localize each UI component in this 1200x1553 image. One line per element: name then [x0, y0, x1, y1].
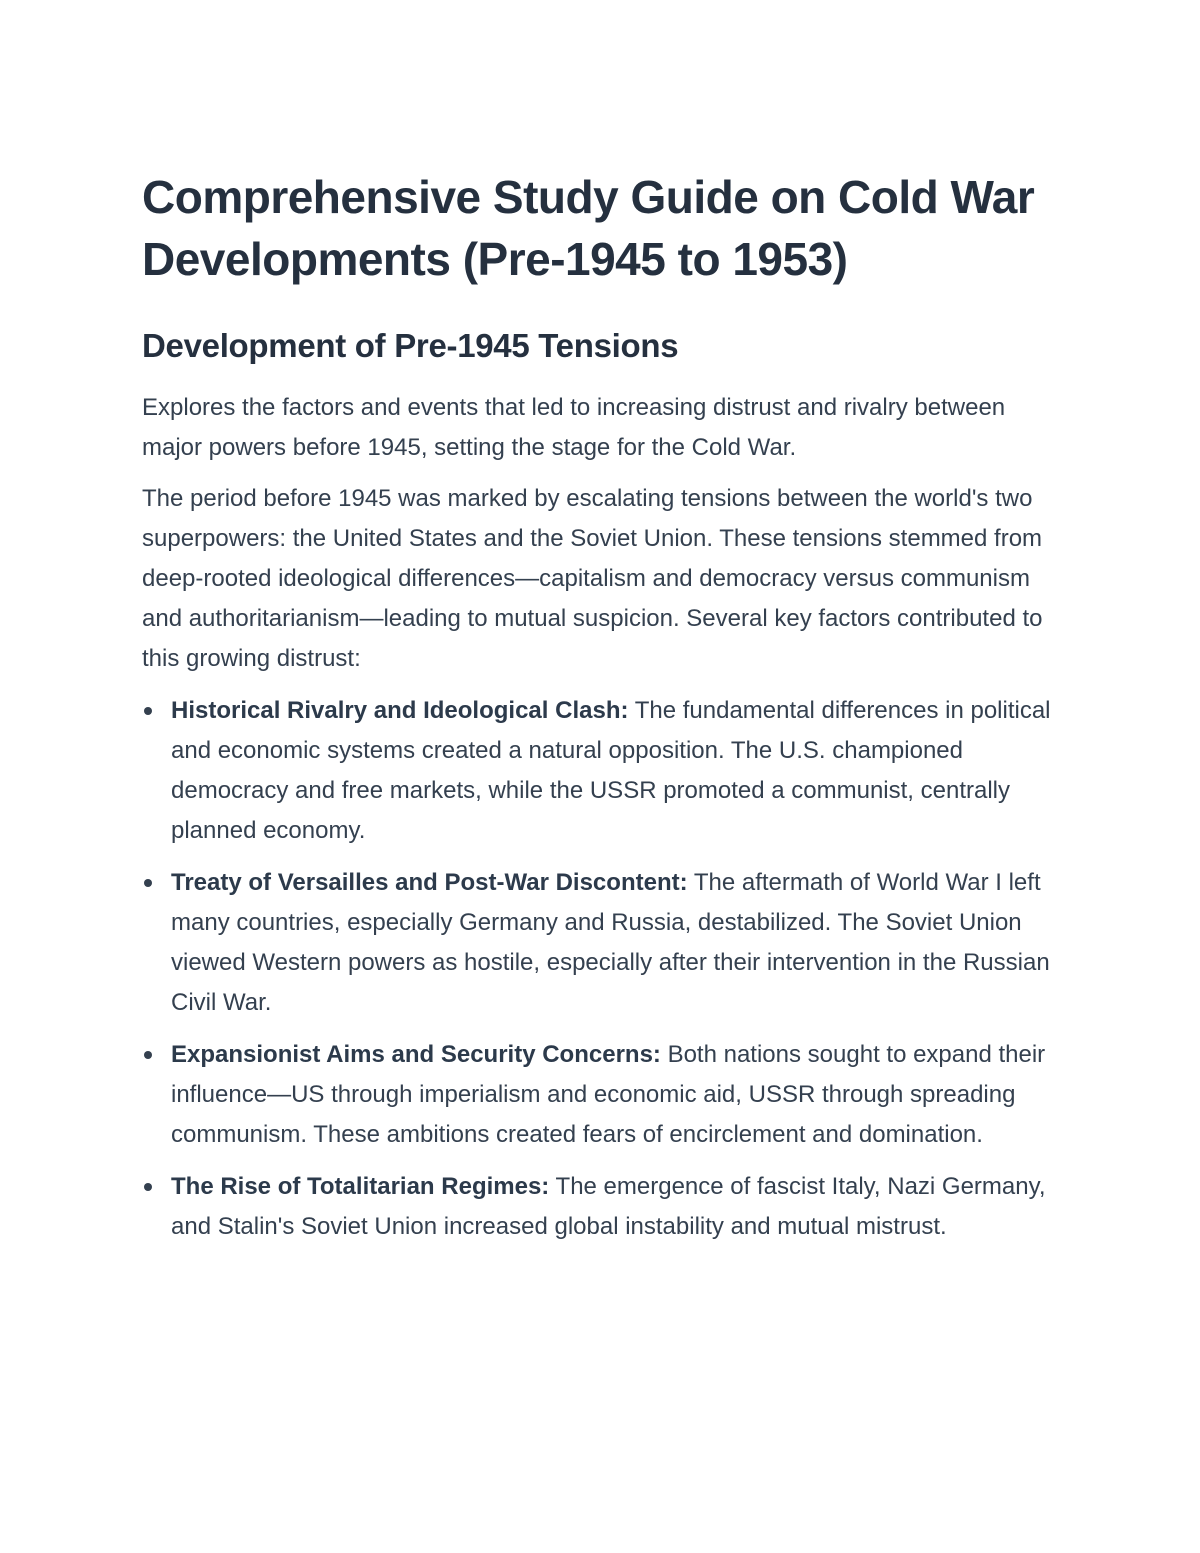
- section-heading: Development of Pre-1945 Tensions: [142, 327, 679, 364]
- bullet-icon: [144, 1051, 152, 1059]
- section-body: The period before 1945 was marked by escalating tensions between the world's two superpowers: the United States and the Soviet Union. These tensions stemmed from deep-rooted ideological differences—capitalism and democracy versus communism and authoritarianism—leading to mutual suspicion. Several key factors contributed to this growing distrust:: [142, 485, 1043, 672]
- factor-text: The emergence of fascist Italy, Nazi Germany, and Stalin's Soviet Union increased global instability and mutual mistrust.: [171, 1173, 1046, 1240]
- factor-item-expansionist-aims: [142, 1035, 1062, 1155]
- factor-text: The fundamental differences in political and economic systems created a natural opposition. The U.S. championed democracy and free markets, while the USSR promoted a communist, centrally planned economy.: [171, 697, 1051, 844]
- section-intro: Explores the factors and events that led to increasing distrust and rivalry between major powers before 1945, setting the stage for the Cold War.: [142, 394, 1006, 461]
- bullet-icon: [144, 1183, 152, 1191]
- factor-item-totalitarian-regimes: [142, 1167, 1062, 1247]
- factor-term: The Rise of Totalitarian Regimes:: [171, 1173, 550, 1200]
- factor-term: Historical Rivalry and Ideological Clash:: [171, 697, 629, 724]
- document-page: [142, 166, 1062, 1259]
- bullet-icon: [144, 707, 152, 715]
- factor-list: [142, 691, 1062, 1247]
- factor-item-treaty-of-versailles: [142, 863, 1062, 1023]
- factor-term: Expansionist Aims and Security Concerns:: [171, 1041, 661, 1068]
- factor-text: The aftermath of World War I left many countries, especially Germany and Russia, destabilized. The Soviet Union viewed Western powers as hostile, especially after their intervention in the Russian Civil War.: [171, 869, 1050, 1016]
- factor-item-historical-rivalry: [142, 691, 1062, 851]
- factor-text: Both nations sought to expand their influence—US through imperialism and economic aid, USSR through spreading communism. These ambitions created fears of encirclement and domination.: [171, 1041, 1046, 1148]
- factor-term: Treaty of Versailles and Post-War Discontent:: [171, 869, 688, 896]
- document-title: Comprehensive Study Guide on Cold War Developments (Pre-1945 to 1953): [142, 171, 1035, 285]
- bullet-icon: [144, 879, 152, 887]
